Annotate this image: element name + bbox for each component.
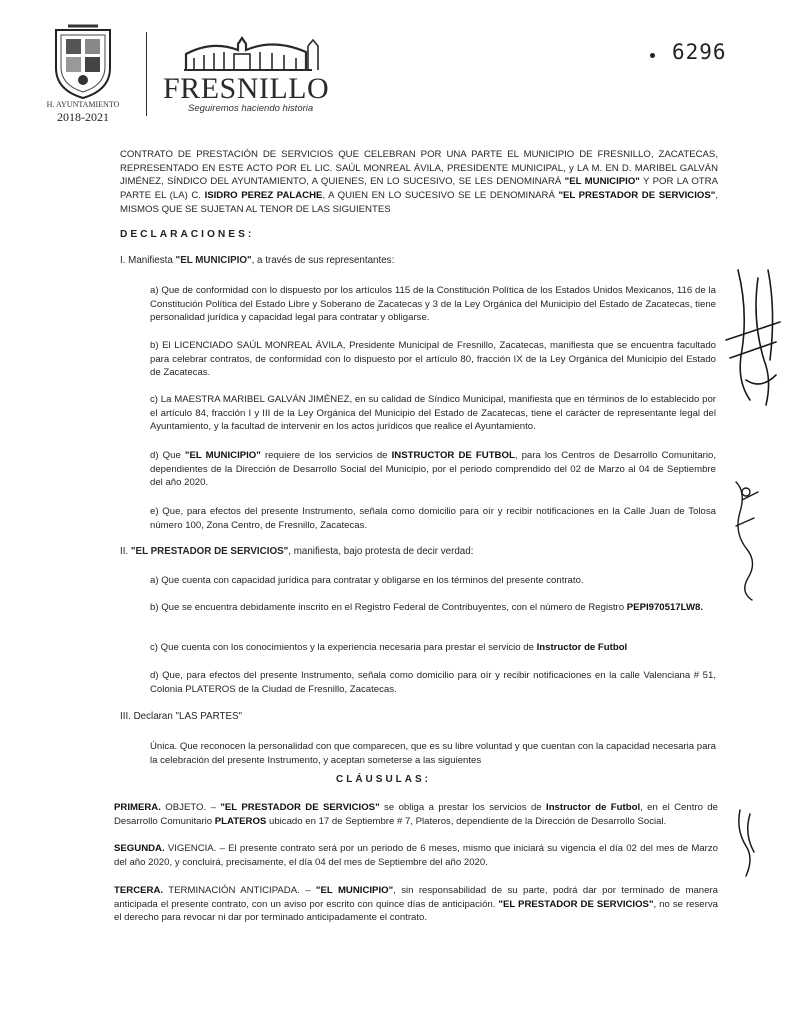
declaration-1b: b) El LICENCIADO SAÚL MONREAL ÁVILA, Presidente Municipal de Fresnillo, Zacatecas, manifiesta que se encuentra facultado para celebrar contratos, de conformidad con lo dispuesto por el artículo 80, fracción IX de la Ley Orgánica del Municipio del Estado de Zacatecas. <box>150 340 716 379</box>
municipal-seal <box>48 24 118 100</box>
coat-of-arms-icon <box>48 24 118 100</box>
folio-dot <box>650 53 655 58</box>
header-divider <box>146 32 147 116</box>
handwritten-signatures <box>706 230 796 930</box>
fresnillo-logo <box>182 36 322 74</box>
section-1-heading: I. Manifiesta "EL MUNICIPIO", a través de sus representantes: <box>120 255 395 266</box>
declaration-1c: c) La MAESTRA MARIBEL GALVÁN JIMÉNEZ, en su calidad de Síndico Municipal, manifiesta que en términos de lo establecido por el artículo 84, fracción I y III de la Ley Orgánica del Municipio del Estado de Zacatecas, tiene el carácter de representante legal del Ayuntamiento, y la facultad de intervenir en los actos jurídicos que realice el Ayuntamiento. <box>150 394 716 433</box>
declaration-2c: c) Que cuenta con los conocimientos y la experiencia necesaria para prestar el servicio de Instructor de Futbol <box>150 642 628 653</box>
clause-segunda: SEGUNDA. VIGENCIA. – El presente contrato será por un periodo de 6 meses, mismo que iniciará su vigencia el día 02 del mes de Marzo del año 2020, y concluirá, precisamente, el día 04 del mes de Septiembre del año 2020. <box>114 843 718 868</box>
declaration-2b: b) Que se encuentra debidamente inscrito en el Registro Federal de Contribuyentes, con el número de Registro PEPI970517LW8. <box>150 602 704 613</box>
brand-slogan: Seguiremos haciendo historia <box>188 103 314 114</box>
signature-upper-icon <box>726 270 780 405</box>
declaration-3-unica: Única. Que reconocen la personalidad con que comparecen, que es su libre voluntad y que cuentan con la capacidad necesaria para la celebración del presente Instrumento, y aceptan someterse a las siguientes <box>150 741 716 766</box>
contract-intro: CONTRATO DE PRESTACIÓN DE SERVICIOS QUE CELEBRAN POR UNA PARTE EL MUNICIPIO DE FRESNILLO, ZACATECAS, REPRESENTADO EN ESTE ACTO POR EL LIC. SAÚL MONREAL ÁVILA, PRESIDENTE MUNICIPAL, y LA M. EN D. MARIBEL GALVÁN JIMÉNEZ, SÍNDICO DEL AYUNTAMIENTO, A QUIENES, EN LO SUCESIVO, SE LES DENOMINARÁ "EL MUNICIPIO" Y POR LA OTRA PARTE EL (LA) C. ISIDRO PEREZ PALACHE, A QUIEN EN LO SUCESIVO SE LE DENOMINARÁ "EL PRESTADOR DE SERVICIOS", MISMOS QUE SE SUJETAN AL TENOR DE LAS SIGUIENTES <box>120 149 718 215</box>
declarations-title: DECLARACIONES: <box>120 229 255 240</box>
clause-primera: PRIMERA. OBJETO. – "EL PRESTADOR DE SERVICIOS" se obliga a prestar los servicios de Instructor de Futbol, en el Centro de Desarrollo Comunitario PLATEROS ubicado en 17 de Septiembre # 7, Plateros, dependiente de la Dirección de Desarrollo Social. <box>114 802 718 827</box>
cathedral-icon <box>182 36 322 74</box>
section-3-heading: III. Declaran "LAS PARTES" <box>120 711 243 722</box>
declaration-2a: a) Que cuenta con capacidad jurídica para contratar y obligarse en los términos del presente contrato. <box>150 575 584 586</box>
declaration-2d: d) Que, para efectos del presente Instrumento, señala como domicilio para oír y recibir notificaciones en la calle Valenciana # 51, Colonia PLATEROS de la Ciudad de Fresnillo, Zacatecas. <box>150 670 716 695</box>
seal-caption: H. AYUNTAMIENTO <box>46 100 120 109</box>
clause-tercera: TERCERA. TERMINACIÓN ANTICIPADA. – "EL MUNICIPIO", sin responsabilidad de su parte, podrá dar por terminado de manera anticipada el presente contrato, con un aviso por escrito con quince días de anticipación. "EL PRESTADOR DE SERVICIOS", no se reserva el derecho para revocar ni dar por terminado anticipadamente el contrato. <box>114 885 719 924</box>
section-2-heading: II. "EL PRESTADOR DE SERVICIOS", manifiesta, bajo protesta de decir verdad: <box>120 546 474 557</box>
administration-years: 2018-2021 <box>57 110 109 124</box>
signature-lower-icon <box>736 482 758 600</box>
signature-bottom-icon <box>739 810 754 876</box>
folio-number: 6296 <box>672 40 727 64</box>
declaration-1e: e) Que, para efectos del presente Instrumento, señala como domicilio para oír y recibir notificaciones en la Calle Juan de Tolosa número 100, Zona Centro, de Fresnillo, Zacatecas. <box>150 506 716 531</box>
declaration-1a: a) Que de conformidad con lo dispuesto por los artículos 115 de la Constitución Política de los Estados Unidos Mexicanos, 116 de la Constitución Política del Estado Libre y Soberano de Zacatecas y 3 de la Ley Orgánica del Municipio del Estado de Zacatecas, tiene personalidad jurídica y capacidad legal para contratar y obligarse. <box>150 285 716 324</box>
declaration-1d: d) Que "EL MUNICIPIO" requiere de los servicios de INSTRUCTOR DE FUTBOL, para los Centros de Desarrollo Comunitario, dependientes de la Dirección de Desarrollo Social del Municipio, por el periodo comprendido del 02 de Marzo al 04 de Septiembre del año 2020. <box>150 450 716 489</box>
clauses-title: CLÁUSULAS: <box>336 774 431 785</box>
brand-name: FRESNILLO <box>163 72 330 105</box>
